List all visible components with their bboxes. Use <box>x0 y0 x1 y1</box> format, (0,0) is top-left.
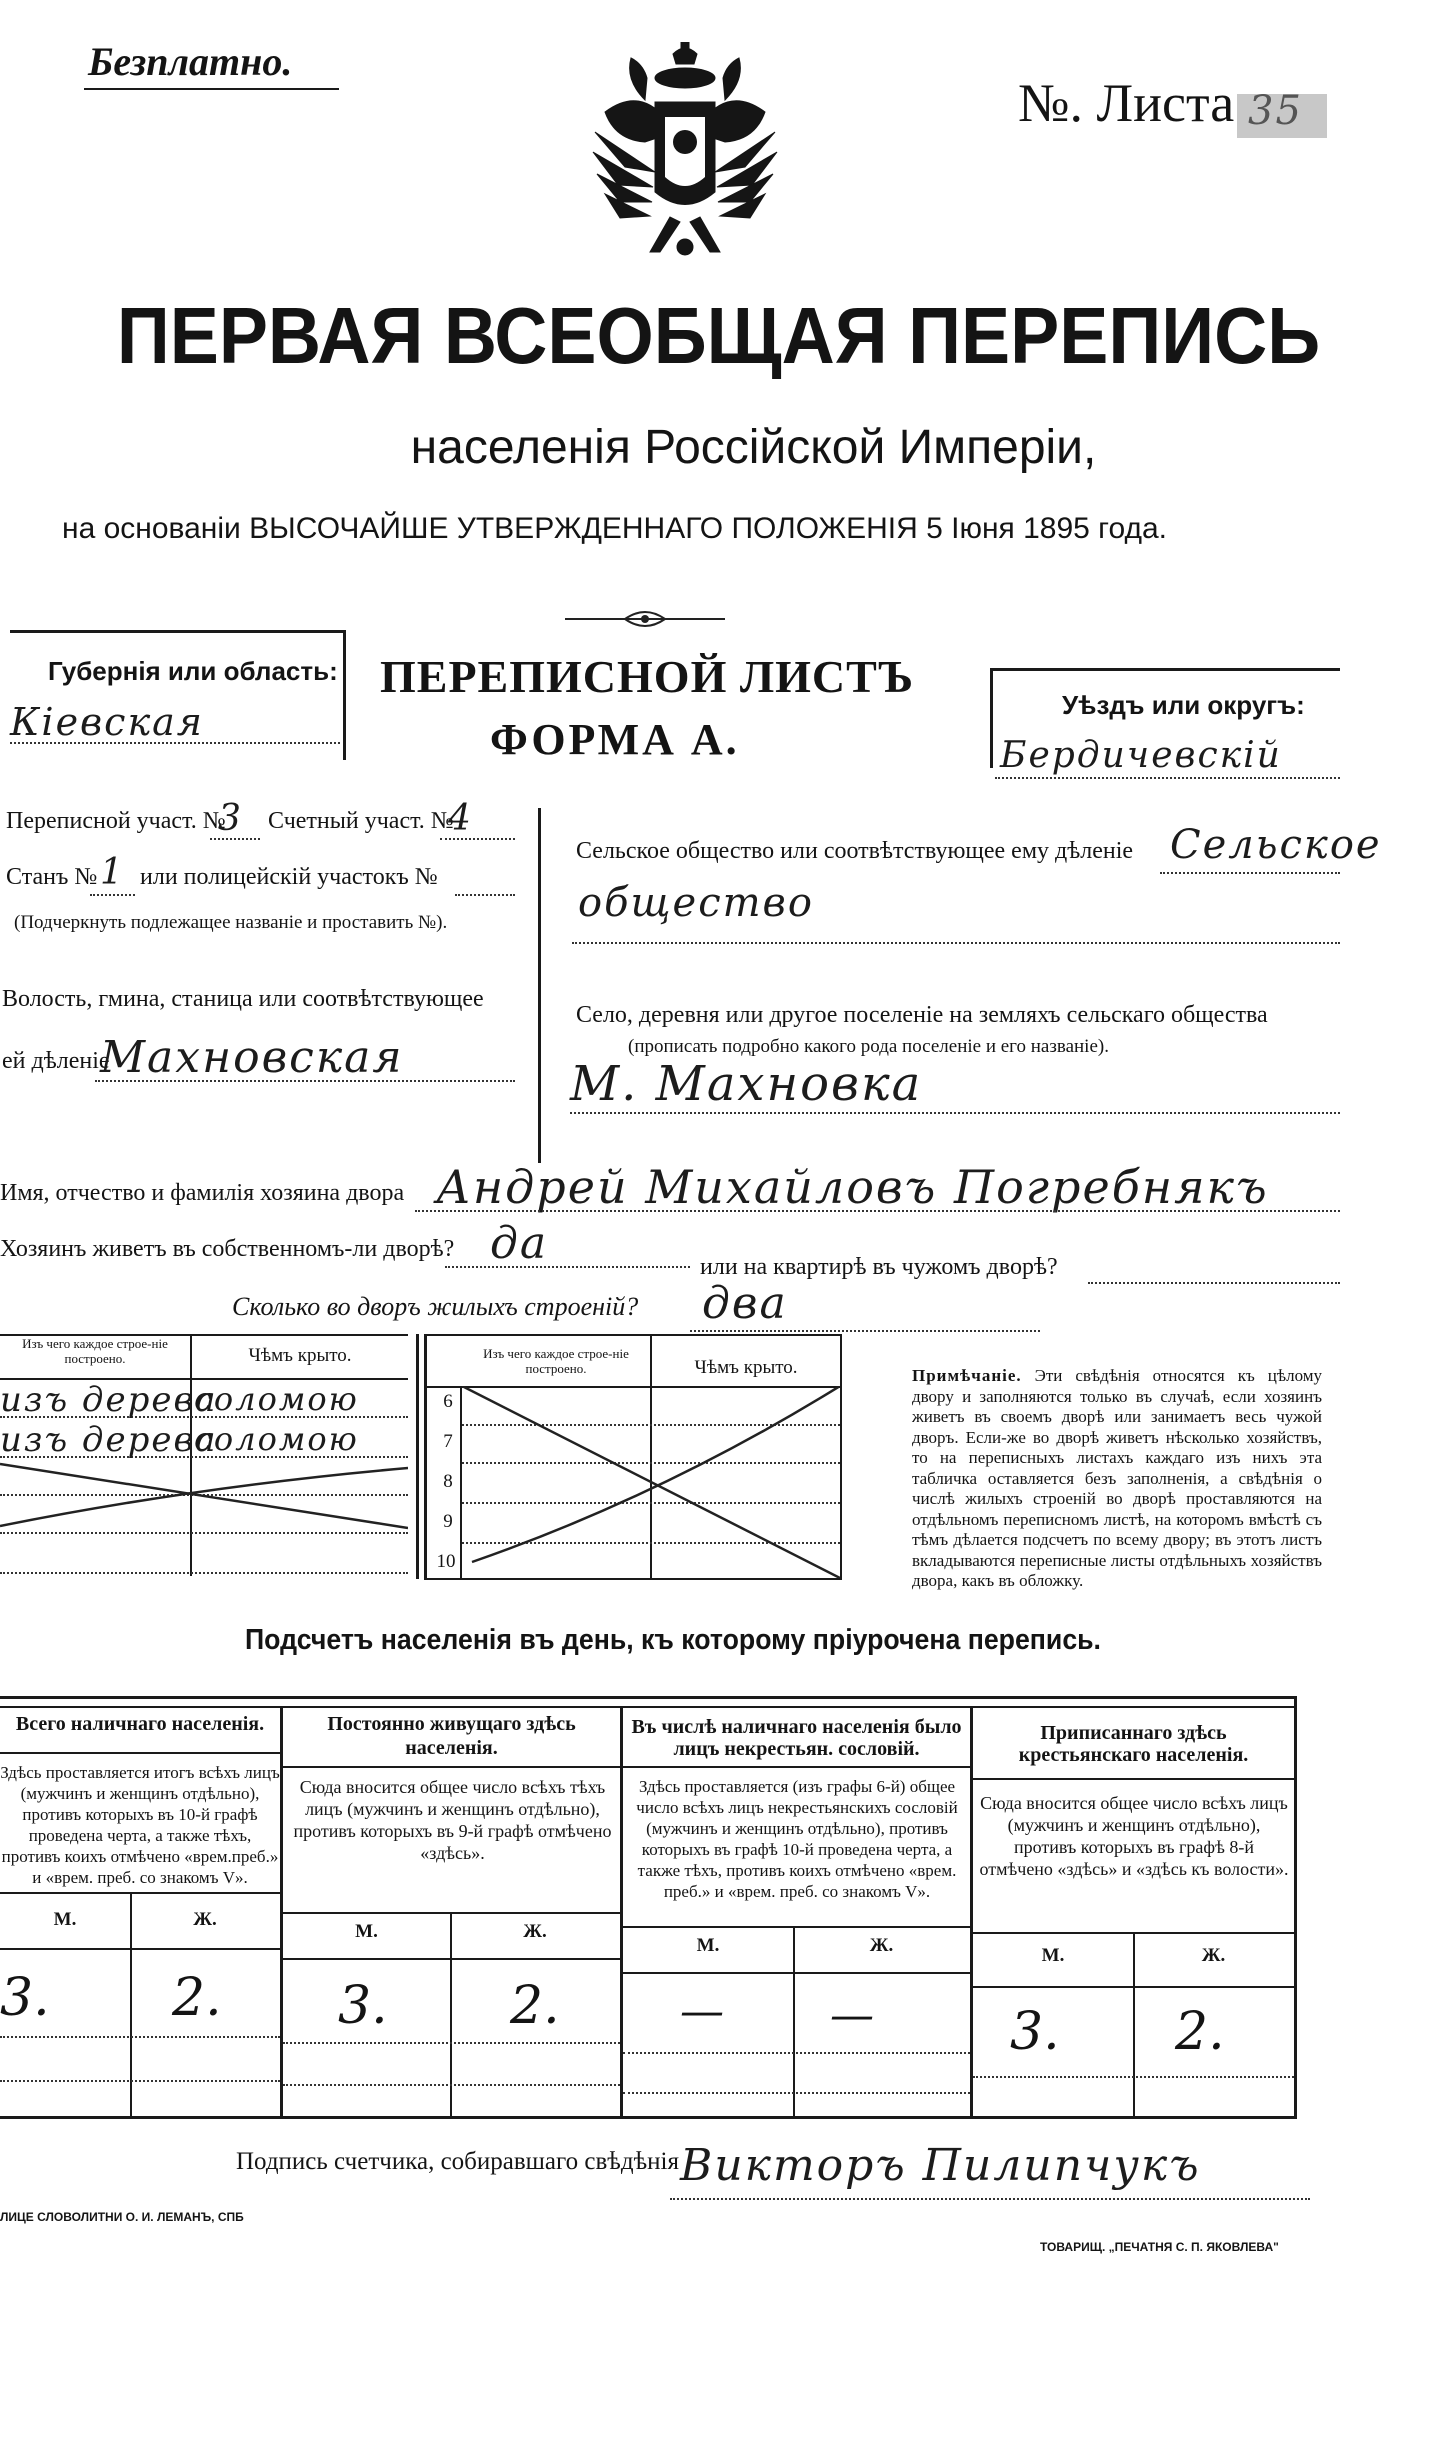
owner-value: Андрей Михайловъ Погребнякъ <box>436 1160 1269 1214</box>
pop-col4-male-label: М. <box>1041 1945 1065 1966</box>
pop-col3-female: — <box>830 1990 874 2041</box>
uezd-value: Бердичевскій <box>1000 735 1282 776</box>
apartment-label: или на квартирѣ въ чужомъ дворѣ? <box>700 1254 1058 1280</box>
census-subtitle: населенія Россійской Имперіи, <box>410 421 1097 474</box>
pop-col2-female: 2. <box>510 1976 560 2036</box>
blank-rows-strike-mark <box>0 1456 408 1576</box>
pop-col1-female: 2. <box>172 1968 222 2028</box>
pop-col4-female-label: Ж. <box>1201 1945 1226 1966</box>
pop-col2-female-label: Ж. <box>523 1921 547 1942</box>
buildings-value: два <box>702 1278 788 1329</box>
census-district-label: Переписной участ. № <box>6 808 226 834</box>
village-note: (прописать подробно какого рода поселеніе и его названіе). <box>628 1036 1109 1057</box>
row-number-8: 8 <box>443 1471 453 1492</box>
own-yard-value: да <box>490 1218 549 1269</box>
volost-value: Махновская <box>100 1032 404 1083</box>
field-divider <box>538 808 541 1163</box>
census-main-title: ПЕРВАЯ ВСЕОБЩАЯ ПЕРЕПИСЬ <box>116 291 1321 380</box>
form-title-line1: ПЕРЕПИСНОЙ ЛИСТЪ <box>380 651 915 702</box>
buildings-col-material-right: Изъ чего каждое строе-ніе построено. <box>483 1346 629 1376</box>
stan-value: 1 <box>100 852 125 893</box>
pop-col4-title: Приписаннаго здѣсь крестьянскаго населенія. <box>1018 1722 1249 1766</box>
pop-col3-male: — <box>680 1986 724 2037</box>
own-yard-label: Хозяинъ живетъ въ собственномъ-ли дворѣ? <box>0 1236 455 1262</box>
form-title-line2: ФОРМА А. <box>490 715 740 764</box>
pop-col3-male-label: М. <box>696 1935 720 1956</box>
census-district-value: 3 <box>218 798 243 839</box>
volost-label: Волость, гмина, станица или соотвѣтствующее <box>2 986 484 1012</box>
village-label: Село, деревня или другое поселеніе на земляхъ сельскаго общества <box>576 1002 1268 1028</box>
note-title: Примѣчаніе. <box>912 1366 1022 1385</box>
society-value-1: Сельское <box>1170 822 1382 868</box>
buildings-col-material: Изъ чего каждое строе-ніе построено. <box>22 1336 168 1366</box>
stan-label: Станъ № <box>6 864 98 890</box>
stan-suffix: или полицейскій участокъ № <box>140 864 438 890</box>
gubernia-value: Кіевская <box>10 700 204 744</box>
gubernia-label: Губернія или область: <box>48 656 338 686</box>
pop-col2-male: 3. <box>338 1976 388 2036</box>
society-label: Сельское общество или соотвѣтствующее ему дѣленіе <box>576 838 1134 864</box>
owner-label: Имя, отчество и фамилія хозяина двора <box>0 1180 405 1206</box>
pop-col2-male-label: М. <box>355 1921 378 1942</box>
pop-col1-desc: Здѣсь проставляется итогъ всѣхъ лицъ (мужчинъ и женщинъ отдѣльно), противъ которыхъ въ 10-й графѣ проведена черта, а также тѣхъ, противъ коихъ отмѣчено «врем.преб.» и «врем. преб. со знакомъ V». <box>0 1763 280 1887</box>
pop-col1-title: Всего наличнаго населенія. <box>15 1713 265 1735</box>
population-heading: Подсчетъ населенія въ день, къ которому пріурочена перепись. <box>245 1624 1101 1656</box>
pop-col3-desc: Здѣсь проставляется (изъ графы 6-й) общее число всѣхъ лицъ некрестьянскихъ сословій (мужчинъ и женщинъ отдѣльно), противъ которыхъ въ графѣ 10-й проведена черта, а также тѣхъ, противъ коихъ отмѣчено «врем. преб.» и «врем. преб. со знакомъ V». <box>636 1777 958 1901</box>
printer-right: ТОВАРИЩ. „ПЕЧАТНЯ С. П. ЯКОВЛЕВА" <box>1040 2240 1279 2254</box>
building-2-material: изъ дерева <box>0 1420 218 1460</box>
imperial-eagle-emblem-icon <box>585 42 785 267</box>
buildings-col-roof: Чѣмъ крыто. <box>248 1345 352 1366</box>
signature-label: Подпись счетчика, собиравшаго свѣдѣнія <box>236 2148 679 2175</box>
society-value-2: общество <box>578 880 814 926</box>
sheet-number-label: №. Листа <box>1018 73 1235 133</box>
village-value: М. Махновка <box>570 1056 923 1112</box>
free-label: Безплатно. <box>88 39 293 84</box>
pop-col4-male: 3. <box>1010 2002 1060 2062</box>
pop-col2-desc: Сюда вносится общее число всѣхъ тѣхъ лицъ (мужчинъ и женщинъ отдѣльно), противъ которыхъ въ 9-й графѣ отмѣчено «здѣсь». <box>293 1777 612 1863</box>
signature-value: Викторъ Пилипчукъ <box>680 2140 1201 2191</box>
pop-col3-female-label: Ж. <box>869 1935 894 1956</box>
building-1-roof: соломою <box>194 1380 359 1418</box>
volost-label-2: ей дѣленіе <box>2 1048 110 1074</box>
counting-district-label: Счетный участ. № <box>268 808 454 834</box>
row-number-7: 7 <box>443 1431 453 1452</box>
pop-col3-title: Въ числѣ наличнаго населенія было лицъ некрестьян. сословій. <box>631 1716 962 1760</box>
unused-table-strike-mark <box>462 1386 840 1578</box>
uezd-label: Уѣздъ или округъ: <box>1062 690 1305 720</box>
sheet-number-value: 35 <box>1248 88 1303 134</box>
free-underline <box>84 88 339 90</box>
pop-col1-female-label: Ж. <box>193 1909 217 1930</box>
ornament-divider-icon <box>565 604 725 634</box>
census-basis: на основаніи ВЫСОЧАЙШЕ УТВЕРЖДЕННАГО ПОЛОЖЕНІЯ 5 Іюня 1895 года. <box>62 512 1168 545</box>
buildings-col-roof-right: Чѣмъ крыто. <box>694 1357 798 1378</box>
row-number-9: 9 <box>443 1511 453 1532</box>
row-number-10: 10 <box>436 1551 456 1572</box>
pop-col1-male-label: М. <box>53 1909 77 1930</box>
stan-note: (Подчеркнуть подлежащее названіе и проставить №). <box>14 912 448 933</box>
note-block <box>912 1366 1322 1592</box>
counting-district-value: 4 <box>448 798 473 839</box>
pop-col1-male: 3. <box>0 1968 50 2028</box>
building-1-material: изъ дерева <box>0 1380 218 1420</box>
buildings-label: Сколько во дворъ жилыхъ строеній? <box>232 1292 639 1321</box>
pop-col4-desc: Сюда вносится общее число всѣхъ лицъ (мужчинъ и женщинъ отдѣльно), противъ которыхъ въ графѣ 8-й отмѣчено «здѣсь» и «здѣсь къ волости». <box>979 1793 1289 1879</box>
pop-col4-female: 2. <box>1175 2002 1225 2062</box>
row-number-6: 6 <box>443 1391 453 1412</box>
note-text: Эти свѣдѣнія относятся къ цѣлому двору и заполняются только въ случаѣ, если хозяинъ живетъ въ своемъ дворѣ или занимаетъ весь чужой дворъ. Если-же во дворѣ живетъ нѣсколько хозяйствъ, то на переписныхъ листахъ каждаго изъ нихъ эта табличка оставляется безъ заполненія, а свѣдѣнія о числѣ жилыхъ строеній во дворѣ проставляются на отдѣльномъ переписномъ листѣ, на которомъ вмѣстѣ съ тѣмъ дѣлается подсчетъ по всему двору; въ этотъ листъ вкладываются переписные листы отдѣльныхъ хозяйствъ двора, какъ въ обложку. <box>912 1366 1323 1590</box>
building-2-roof: соломою <box>194 1420 359 1458</box>
pop-col2-title: Постоянно живущаго здѣсь населенія. <box>327 1713 576 1759</box>
printer-left: ЛИЦЕ СЛОВОЛИТНИ О. И. ЛЕМАНЪ, СПБ <box>0 2210 244 2224</box>
